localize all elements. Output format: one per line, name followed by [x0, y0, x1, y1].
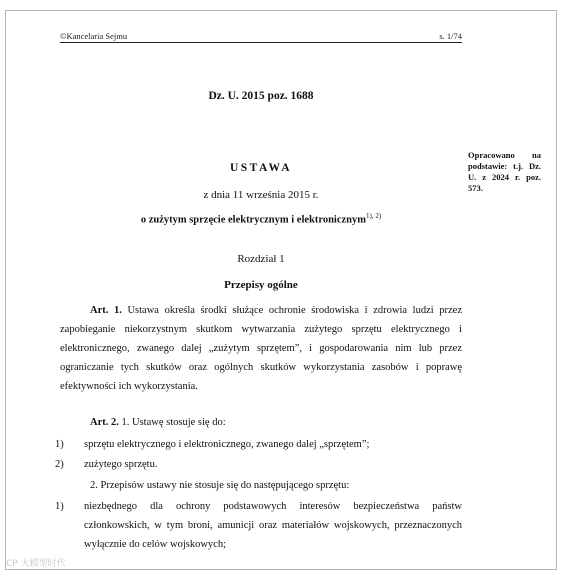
chapter-number: Rozdział 1: [237, 253, 285, 265]
chapter-title: Przepisy ogólne: [224, 279, 298, 291]
article-1-label: Art. 1.: [90, 305, 122, 316]
footnote-ref[interactable]: 1), 2): [366, 212, 382, 220]
act-subject-text: o zużytym sprzęcie elektrycznym i elektronicznym: [140, 214, 367, 226]
running-header: [60, 31, 462, 43]
list-item-number: 2): [55, 459, 64, 470]
article-1: [60, 301, 462, 396]
act-title: USTAWA: [229, 162, 293, 174]
header-left: ©Kancelaria Sejmu: [60, 31, 128, 41]
list-item: [55, 435, 462, 454]
list-item-text: sprzętu elektrycznego i elektronicznego, zwanego dalej „sprzętem”;: [84, 439, 370, 450]
act-date: z dnia 11 września 2015 r.: [203, 189, 319, 201]
header-page-number: s. 1/74: [439, 31, 462, 41]
consolidation-note: Opracowano na podstawie: t.j. Dz. U. z 2024 r. poz. 573.: [468, 150, 541, 193]
list-item-text: niezbędnego dla ochrony podstawowych interesów bezpieczeństwa państw członkowskich, w tym broni, amunicji oraz materiałów wojskowych, przeznaczonych wyłącznie do celów wojskowych;: [84, 501, 462, 550]
list-item-number: 1): [55, 439, 64, 450]
list-item: [55, 497, 462, 554]
list-item: [55, 455, 462, 474]
journal-reference: Dz. U. 2015 poz. 1688: [208, 90, 314, 102]
act-subject: [60, 212, 462, 226]
article-2: [60, 413, 462, 432]
article-1-text: Ustawa określa środki służące ochronie środowiska i zdrowia ludzi przez zapobieganie niekorzystnym skutkom wytwarzania zużytego sprzętu elektrycznego i elektronicznego, zwanego dalej „zużytym sprzętem”, i gospodarowania nim lub przez ograniczanie tych skutków oraz ogólnych skutków wykorzystania zasobów i poprawę efektywności ich wykorzystania.: [60, 305, 462, 392]
watermark: CP 大模型时代: [6, 559, 66, 569]
article-2-text: 1. Ustawę stosuje się do:: [118, 417, 226, 428]
article-2-paragraph-2: 2. Przepisów ustawy nie stosuje się do następującego sprzętu:: [90, 480, 350, 491]
list-item-text: zużytego sprzętu.: [84, 459, 158, 470]
list-item-number: 1): [55, 501, 64, 512]
article-2-label: Art. 2.: [90, 417, 119, 428]
